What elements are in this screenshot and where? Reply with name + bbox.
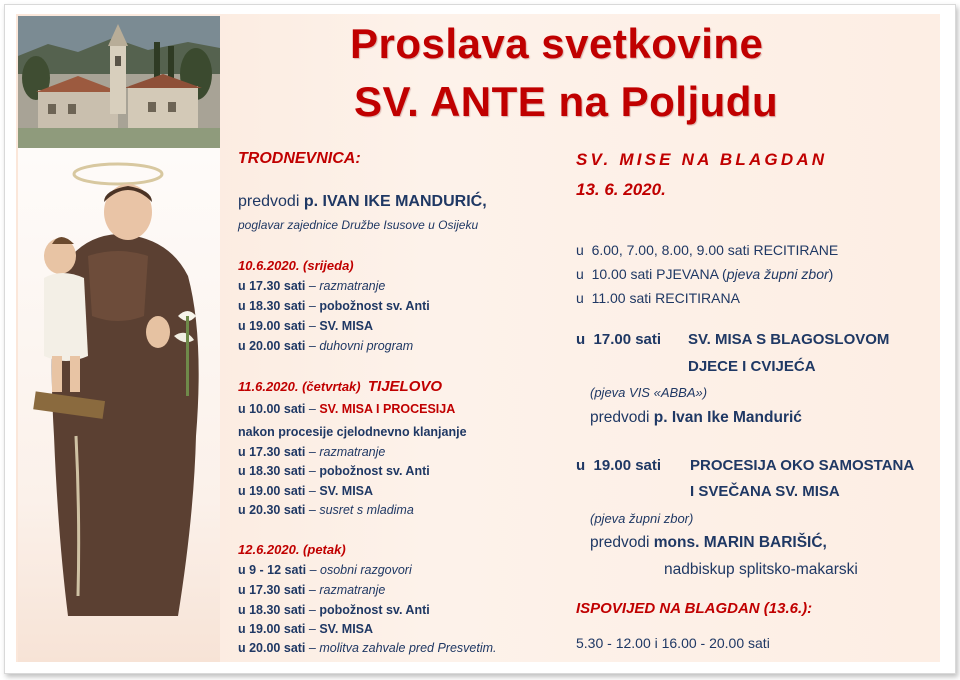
day1-row: u 17.30 sati – razmatranje [238, 279, 386, 293]
evening2-line2: I SVEČANA SV. MISA [690, 483, 840, 500]
poster-title-line1: Proslava svetkovine [350, 20, 764, 67]
mass-row: u 10.00 sati PJEVANA (pjeva župni zbor) [576, 266, 834, 282]
leader-prefix: predvodi [238, 193, 304, 210]
day2-row: u 17.30 sati – razmatranje [238, 445, 386, 459]
day2-row: u 10.00 sati – SV. MISA I PROCESIJA [238, 402, 456, 416]
day2-row: nakon procesije cjelodnevno klanjanje [238, 425, 467, 439]
evening1-bullet-time: u 17.00 sati [576, 331, 662, 348]
day3-heading: 12.6.2020. (petak) [238, 542, 346, 557]
saint-anthony-image [18, 16, 220, 662]
day2-row: u 20.30 sati – susret s mladima [238, 503, 414, 517]
trodnevnica-leader [238, 193, 487, 211]
day3-row: u 9 - 12 sati – osobni razgovori [238, 563, 412, 577]
mass-row: u 6.00, 7.00, 8.00, 9.00 sati RECITIRANE [576, 242, 839, 258]
tijelovo-label: TIJELOVO [367, 378, 443, 395]
confession-hours: 5.30 - 12.00 i 16.00 - 20.00 sati [576, 635, 770, 651]
evening1-line2: DJECE I CVIJEĆA [688, 358, 816, 375]
evening1-leader: predvodi p. Ivan Ike Mandurić [590, 409, 802, 426]
day3-row: u 19.00 sati – SV. MISA [238, 622, 374, 636]
feast-date: 13. 6. 2020. [576, 180, 666, 199]
day2-row: u 19.00 sati – SV. MISA [238, 484, 374, 498]
evening1-note: (pjeva VIS «ABBA») [590, 385, 708, 400]
evening2-bullet-time: u 19.00 sati [576, 457, 662, 474]
mass-row: u 11.00 sati RECITIRANA [576, 290, 740, 306]
leader-role: poglavar zajednice Družbe Isusove u Osijeku [238, 218, 479, 232]
day3-row: u 17.30 sati – razmatranje [238, 583, 386, 597]
confession-heading: ISPOVIJED NA BLAGDAN (13.6.): [576, 600, 813, 617]
sv-mise-heading: SV. MISE NA BLAGDAN [576, 150, 828, 169]
day2-heading: 11.6.2020. (četvrtak) TIJELOVO [238, 378, 443, 395]
evening2-leader: predvodi mons. MARIN BARIŠIĆ, [590, 534, 827, 551]
poster-title-line2: SV. ANTE na Poljudu [354, 78, 779, 125]
evening2-line1: PROCESIJA OKO SAMOSTANA [690, 457, 915, 474]
day2-row: u 18.30 sati – pobožnost sv. Anti [238, 464, 430, 478]
day3-row: u 20.00 sati – molitva zahvale pred Presvetim. [238, 641, 497, 655]
day1-row: u 20.00 sati – duhovni program [238, 339, 414, 353]
evening2-leader-role: nadbiskup splitsko-makarski [664, 561, 858, 578]
evening2-note: (pjeva župni zbor) [590, 511, 694, 526]
day3-row: u 18.30 sati – pobožnost sv. Anti [238, 603, 430, 617]
day1-row: u 18.30 sati – pobožnost sv. Anti [238, 299, 430, 313]
day1-row: u 19.00 sati – SV. MISA [238, 319, 374, 333]
evening1-line1: SV. MISA S BLAGOSLOVOM [688, 331, 890, 348]
trodnevnica-heading: TRODNEVNICA: [238, 150, 361, 167]
leader-name: p. IVAN IKE MANDURIĆ, [303, 193, 487, 210]
day1-heading: 10.6.2020. (srijeda) [238, 258, 354, 273]
